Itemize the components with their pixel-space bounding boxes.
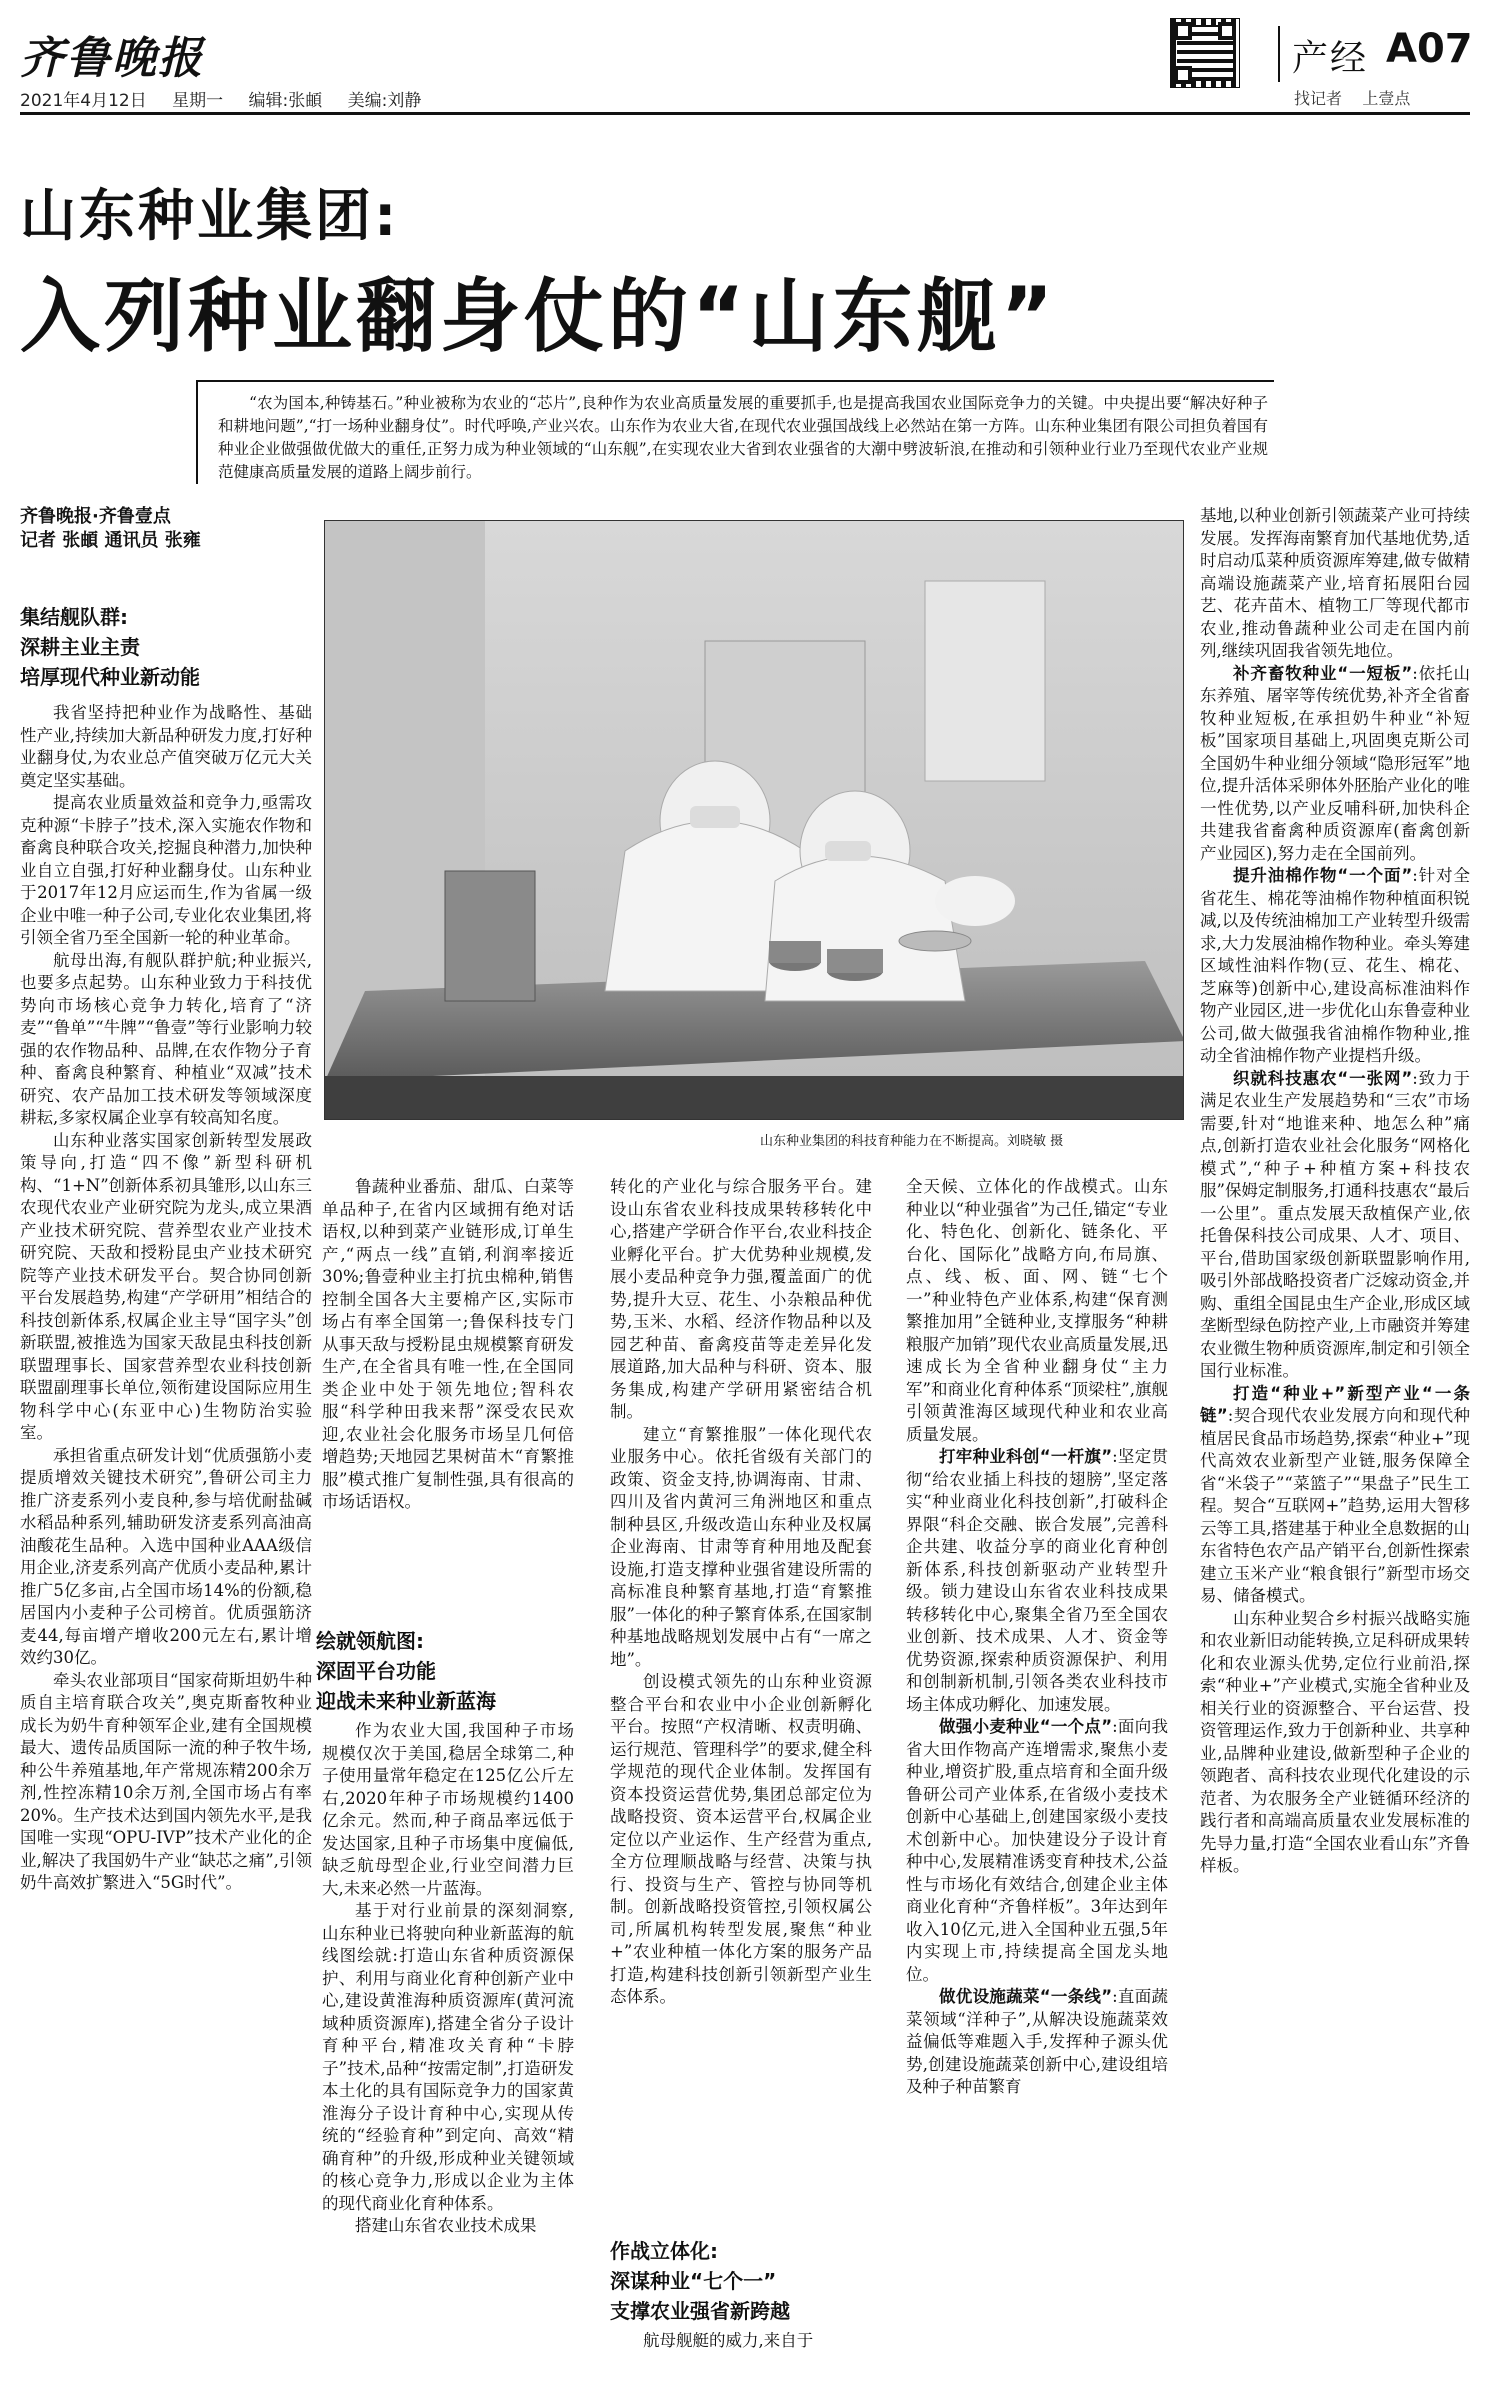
article-headline: 入列种业翻身仗的“山东舰” <box>20 270 1058 363</box>
column-5: 基地,以种业创新引领蔬菜产业可持续发展。发挥海南繁育加代基地优势,适时启动瓜菜种质资源库筹建,做专做精高端设施蔬菜产业,培育拓展阳台园艺、花卉苗木、植物工厂等现代都市农业,推动鲁蔬种业公司走在国内前列,继续巩固我省领先地位。 补齐畜牧种业“一短板”:依托山东养殖、屠宰等传统优势,补齐全省畜牧种业短板,在承担奶牛种业“补短板”国家项目基础上,巩固奥克斯公司全国奶牛种业细分领域“隐形冠军”地位,提升活体采卵体外胚胎产业化的唯一性优势,以产业反哺科研,加快科企共建我省畜禽种质资源库(畜禽创新产业园区),努力走在全国前列。 提升油棉作物“一个面”:针对全省花生、棉花等油棉作物种植面积锐减,以及传统油棉加工产业转型升级需求,大力发展油棉作物种业。牵头筹建区域性油料作物(豆、花生、棉花、芝麻等)创新中心,建设高标准油料作物产业园区,进一步优化山东鲁壹种业公司,做大做强我省油棉作物种业,推动全省油棉作物产业提档升级。 织就科技惠农“一张网”:致力于满足农业生产发展趋势和“三农”市场需要,针对“地谁来种、地怎么种”痛点,创新打造农业社会化服务“网格化模式”,“种子+种植方案+科技农服”保姆定制服务,打通科技惠农“最后一公里”。重点发展天敌植保产业,依托鲁保科技公司成果、人才、项目、平台,借助国家级创新联盟影响作用,吸引外部战略投资者广泛嫁动资金,并购、重组全国昆虫生产企业,形成区域垄断型绿色防控产业,上市融资并筹建农业微生物种质资源库,制定和引领全国行业标准。 打造“种业+”新型产业“一条链”:契合现代农业发展方向和现代种植居民食品市场趋势,探索“种业+”现代高效农业新型产业链,服务保障全省“米袋子”“菜篮子”“果盘子”民生工程。契合“互联网+”趋势,运用大智移云等工具,搭建基于种业全息数据的山东省特色农产品产销平台,创新性探索建立玉米产业“粮食银行”新型市场交易、储备模式。 山东种业契合乡村振兴战略实施和农业新旧动能转换,立足科研成果转化和农业源头优势,定位行业前沿,探索“种业+”产业模式,实施全省种业及相关行业的资源整合、平台运营、投资管理运作,致力于创新种业、共享种业,品牌种业建设,做新型种子企业的领跑者、高科技农业现代化建设的示范者、为农服务全产业链循环经济的践行者和高端高质量农业发展标准的先导力量,打造“全国农业看山东”齐鲁样板。 <box>1200 506 1470 1875</box>
designer-credit: 美编:刘静 <box>347 91 422 111</box>
dateline <box>20 86 441 111</box>
item-point: 做强小麦种业“一个点”:面向我省大田作物高产连增需求,聚焦小麦种业,增资扩股,重点培育和全面升级鲁研公司产业体系,在省级小麦技术创新中心基础上,创建国家级小麦技术创新中心。加快建设分子设计育种中心,发展精准诱变育种技术,公益性与市场化有效结合,创建企业主体商业化育种“齐鲁样板”。3年达到年收入10亿元,进入全国种业五强,5年内实现上市,持续提高全国龙头地位。 <box>906 1717 1168 1984</box>
item-net: 织就科技惠农“一张网”:致力于满足农业生产发展趋势和“三农”市场需要,针对“地谁来种、地怎么种”痛点,创新打造农业社会化服务“网格化模式”,“种子+种植方案+科技农服”保姆定制服务,打通科技惠农“最后一公里”。重点发展天敌植保产业,依托鲁保科技公司成果、人才、项目、平台,借助国家级创新联盟影响作用,吸引外部战略投资者广泛嫁动资金,并购、重组全国昆虫生产企业,形成区域垄断型绿色防控产业,上市融资并筹建农业微生物种质资源库,制定和引领全国行业标准。 <box>1200 1068 1470 1380</box>
section-name: 产经 <box>1292 38 1369 79</box>
reporter-app: 上壹点 <box>1362 89 1411 108</box>
column-1: 我省坚持把种业作为战略性、基础性产业,持续加大新品种研发力度,打好种业翻身仗,为农业总产值突破万亿元大关奠定坚实基础。 提高农业质量效益和竞争力,亟需攻克种源“卡脖子”技术,深入实施农作物和畜禽良种联合攻关,挖掘良种潜力,加快种业自立自强,打好种业翻身仗。山东种业于2017年12月应运而生,作为省属一级企业中唯一种子公司,专业化农业集团,将引领全省乃至全国新一轮的种业革命。 航母出海,有舰队群护航;种业振兴,也要多点起势。山东种业致力于科技优势向市场核心竞争力转化,培育了“济麦”“鲁单”“牛牌”“鲁壹”等行业影响力较强的农作物品种、品牌,在农作物分子育种、畜禽良种繁育、种植业“双减”技术研究、农产品加工技术研发等领域深度耕耘,多家权属企业享有较高知名度。 山东种业落实国家创新转型发展政策导向,打造“四不像”新型科研机构、“1+N”创新体系初具雏形,以山东三农现代农业产业研究院为龙头,成立果酒产业技术研究院、营养型农业产业技术研究院、天敌和授粉昆虫产业技术研究院等产业技术研发平台。契合协同创新平台发展趋势,构建“产学研用”相结合的科技创新体系,权属企业主导“国字头”创新联盟,被推选为国家天敌昆虫科技创新联盟理事长、国家营养型农业科技创新联盟副理事长单位,领衔建设国际应用生物科学中心(东亚中心)生物防治实验室。 承担省重点研发计划“优质强筋小麦提质增效关键技术研究”,鲁研公司主力推广济麦系列小麦良种,参与培优耐盐碱水稻品种系列,辅助研发济麦系列高油高油酸花生品种。入选中国种业AAA级信用企业,济麦系列高产优质小麦品种,累计推广5亿多亩,占全国市场14%的份额,稳居国内小麦种子公司榜首。优质强筋济麦44,每亩增产增收200元左右,累计增效约30亿。 牵头农业部项目“国家荷斯坦奶牛种质自主培育联合攻关”,奥克斯畜牧种业成长为奶牛育种领军企业,建有全国规模最大、遗传品质国际一流的种子牧牛场,种公牛养殖基地,年产常规冻精200余万剂,性控冻精10余万剂,全国市场占有率20%。生产技术达到国内领先水平,是我国唯一实现“OPU-IVP”技术产业化的企业,解决了我国奶牛产业“缺芯之痛”,引领奶牛高效扩繁进入“5G时代”。 <box>20 703 312 1892</box>
subhead-3: 作战立体化: 深谋种业“七个一” 支撑农业强省新跨越 <box>610 2239 790 2323</box>
issue-weekday: 星期一 <box>172 91 224 111</box>
item-flag: 打牢种业科创“一杆旗”:坚定贯彻“给农业插上科技的翅膀”,坚定落实“种业商业化科技创新”,打破科企界限“科企交融、嵌合发展”,完善科企共建、收益分享的商业化育种创新体系,科技创新驱动产业转型升级。锁力建设山东省农业科技成果转移转化中心,聚集全省乃至全国农业创新、技术成果、人才、资金等优势资源,探索种质资源保护、利用和创制新机制,引领各类农业科技市场主体成功孵化、加速发展。 <box>906 1447 1168 1714</box>
reporter-prompt <box>1294 86 1410 109</box>
subhead-1: 集结舰队群: 深耕主业主责 培厚现代种业新动能 <box>20 605 200 689</box>
column-3: 转化的产业化与综合服务平台。建设山东省农业科技成果转移转化中心,搭建产学研合作平台,农业科技企业孵化平台。扩大优势种业规模,发展小麦品种竞争力强,覆盖面广的优势,提升大豆、花生、小杂粮品种优势,玉米、水稻、经济作物品种以及园艺种苗、畜禽疫苗等走差异化发展道路,加大品种与科研、资本、服务集成,构建产学研用紧密结合机制。 建立“育繁推服”一体化现代农业服务中心。依托省级有关部门的政策、资金支持,协调海南、甘肃、四川及省内黄河三角洲地区和重点制种县区,升级改造山东种业及权属企业海南、甘肃等育种用地及配套设施,打造支撑种业强省建设所需的高标准良种繁育基地,打造“育繁推服”一体化的种子繁育体系,在国家制种基地战略规划发展中占有“一席之地”。 创设模式领先的山东种业资源整合平台和农业中小企业创新孵化平台。按照“产权清晰、权责明确、运行规范、管理科学”的要求,健全科学规范的现代企业体制。发挥国有资本投资运营优势,集团总部定位为战略投资、资本运营平台,权属企业定位以产业运作、生产经营为重点,全方位理顺战略与经营、决策与执行、投资与生产、管控与协同等机制。创新战略投资管控,引领权属公司,所属机构转型发展,聚焦“种业+”农业种植一体化方案的服务产品打造,构建科技创新引领新型产业生态体系。 <box>610 1177 872 2006</box>
photo-caption: 山东种业集团的科技育种能力在不断提高。刘晓敏 摄 <box>760 1134 1064 1149</box>
lab-photo <box>324 520 1184 1120</box>
column-2-top: 鲁蔬种业番茄、甜瓜、白菜等单品种子,在省内区域拥有绝对话语权,以种到菜产业链形成,订单生产,“两点一线”直销,利润率接近30%;鲁壹种业主打抗虫棉种,销售控制全国各大主要棉产区,实际市场占有率全国第一;鲁保科技专门从事天敌与授粉昆虫规模繁育研发生产,在全省具有唯一性,在全国同类企业中处于领先地位;智科农服“科学种田我来帮”深受农民欢迎,农业社会化服务市场呈几何倍增趋势;天地园艺果树苗木“育繁推服”模式推广复制性强,具有很高的市场话语权。 <box>322 1177 574 1511</box>
subhead-2: 绘就领航图: 深固平台功能 迎战未来种业新蓝海 <box>316 1629 496 1713</box>
header-rule <box>20 112 1470 115</box>
header-divider <box>1278 26 1280 82</box>
item-chain: 打造“种业+”新型产业“一条链”:契合现代农业发展方向和现代种植居民食品市场趋势,探索“种业+”现代高效农业新型产业链,服务保障全省“米袋子”“菜篮子”“果盘子”民生工程。契合“互联网+”趋势,运用大智移云等工具,搭建基于种业全息数据的山东省特色农产品产销平台,创新性探索建立玉米产业“粮食银行”新型市场交易、储备模式。 <box>1200 1383 1470 1605</box>
byline-people: 记者 张頔 通讯员 张雍 <box>20 530 201 551</box>
column-2-bottom: 作为农业大国,我国种子市场规模仅次于美国,稳居全球第二,种子使用量常年稳定在125亿公斤左右,2020年种子市场规模约1400亿余元。然而,种子商品率远低于发达国家,且种子市场集中度偏低,缺乏航母型企业,行业空间潜力巨大,未来必然一片蓝海。 基于对行业前景的深刻洞察,山东种业已将驶向种业新蓝海的航线图绘就:打造山东省种质资源保护、利用与商业化育种创新产业中心,建设黄淮海种质资源库(黄河流域种质资源库),搭建全省分子设计育种平台,精准攻关育种“卡脖子”技术,品种“按需定制”,打造研发本土化的具有国际竞争力的国家黄淮海分子设计育种中心,实现从传统的“经验育种”到定向、高效“精确育种”的升级,形成种业关键领域的核心竞争力,形成以企业为主体的现代商业化育种体系。 搭建山东省农业技术成果 <box>322 1721 574 2235</box>
issue-date: 2021年4月12日 <box>20 91 147 111</box>
item-line: 做优设施蔬菜“一条线”:直面蔬菜领域“洋种子”,从解决设施蔬菜效益偏低等难题入手,发挥种子源头优势,创建设施蔬菜创新中心,建设组培及种子种苗繁育 <box>906 1987 1168 2096</box>
byline-org: 齐鲁晚报·齐鲁壹点 <box>20 506 171 527</box>
article-lead: “农为国本,种铸基石。”种业被称为农业的“芯片”,良种作为农业高质量发展的重要抓手,也是提高我国农业国际竞争力的关键。中央提出要“解决好种子和耕地问题”,“打一场种业翻身仗”。时代呼唤,产业兴农。山东作为农业大省,在现代农业强国战线上必然站在第一方阵。山东种业集团有限公司担负着国有种业企业做强做优做大的重任,正努力成为种业领域的“山东舰”,在实现农业大省到农业强省的大潮中劈波斩浪,在推动和引领种业行业乃至现代农业产业规范健康高质量发展的道路上阔步前行。 <box>218 394 1268 481</box>
reporter-label: 找记者 <box>1294 89 1343 108</box>
column-4: 全天候、立体化的作战模式。山东种业以“种业强省”为己任,锚定“专业化、特色化、创新化、链条化、平台化、国际化”战略方向,布局旗、点、线、板、面、网、链“七个一”种业特色产业体系,构建“保育测繁推加用”全链种业,支撑服务“种耕粮服产加销”现代农业高质量发展,迅速成长为全省种业翻身仗“主力军”和商业化育种体系“顶梁柱”,旗舰引领黄淮海区域现代种业和农业高质量发展。 打牢种业科创“一杆旗”:坚定贯彻“给农业插上科技的翅膀”,坚定落实“种业商业化科技创新”,打破科企界限“科企交融、嵌合发展”,完善科企共建、收益分享的商业化育种创新体系,科技创新驱动产业转型升级。锁力建设山东省农业科技成果转移转化中心,聚集全省乃至全国农业创新、技术成果、人才、资金等优势资源,探索种质资源保护、利用和创制新机制,引领各类农业科技市场主体成功孵化、加速发展。 做强小麦种业“一个点”:面向我省大田作物高产连增需求,聚焦小麦种业,增资扩股,重点培育和全面升级鲁研公司产业体系,在省级小麦技术创新中心基础上,创建国家级小麦技术创新中心。加快建设分子设计育种中心,发展精准诱变育种技术,公益性与市场化有效结合,创建企业主体商业化育种“齐鲁样板”。3年达到年收入10亿元,进入全国种业五强,5年内实现上市,持续提高全国龙头地位。 做优设施蔬菜“一条线”:直面蔬菜领域“洋种子”,从解决设施蔬菜效益偏低等难题入手,发挥种子源头优势,创建设施蔬菜创新中心,建设组培及种子种苗繁育 <box>906 1176 1168 2382</box>
article-kicker: 山东种业集团: <box>20 184 400 249</box>
newspaper-masthead: 齐鲁晚报 <box>20 33 204 84</box>
editor-credit: 编辑:张頔 <box>248 91 323 111</box>
page-number: A07 <box>1386 26 1473 72</box>
column-3-end: 航母舰艇的威力,来自于 <box>643 2331 814 2350</box>
qr-code-icon[interactable] <box>1170 18 1240 88</box>
item-face: 提升油棉作物“一个面”:针对全省花生、棉花等油棉作物种植面积锐减,以及传统油棉加工产业转型升级需求,大力发展油棉作物种业。牵头筹建区域性油料作物(豆、花生、棉花、芝麻等)创新中心,建设高标准油料作物产业园区,进一步优化山东鲁壹种业公司,做大做强我省油棉作物种业,推动全省油棉作物产业提档升级。 <box>1200 866 1470 1065</box>
article-byline <box>20 505 201 553</box>
item-board: 补齐畜牧种业“一短板”:依托山东养殖、屠宰等传统优势,补齐全省畜牧种业短板,在承担奶牛种业“补短板”国家项目基础上,巩固奥克斯公司全国奶牛种业细分领域“隐形冠军”地位,提升活体采卵体外胚胎产业化的唯一性优势,以产业反哺科研,加快科企共建我省畜禽种质资源库(畜禽创新产业园区),努力走在全国前列。 <box>1200 663 1470 863</box>
